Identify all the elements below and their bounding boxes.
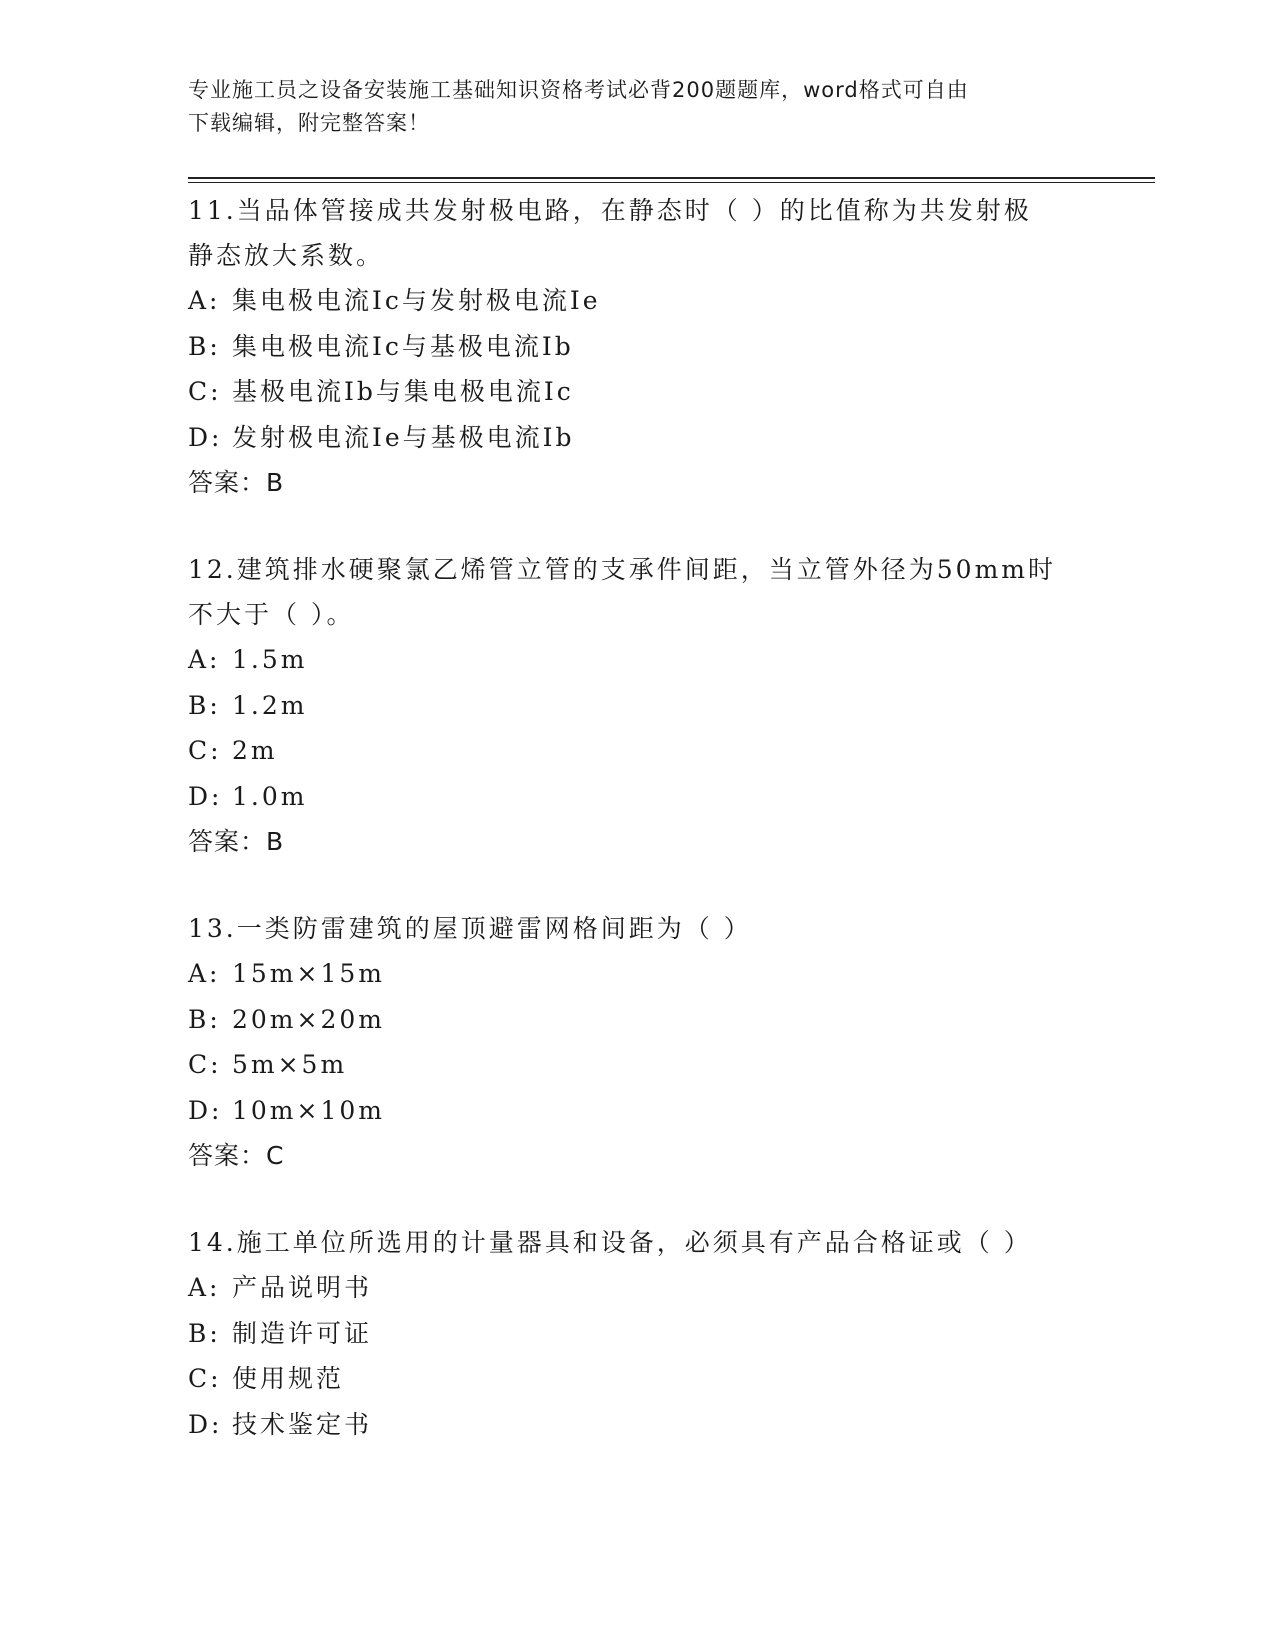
- answer-line: 答案：B: [188, 468, 285, 497]
- option-key: D:: [188, 781, 223, 811]
- question-stem-line-2: 静态放大系数。: [188, 241, 385, 270]
- option-text: 2m: [232, 736, 278, 765]
- option-a: [188, 951, 1088, 997]
- option-text: 集电极电流Ic与发射极电流Ie: [232, 286, 601, 315]
- option-c: [188, 1042, 1088, 1088]
- option-d: [188, 1088, 1088, 1134]
- option-d: [188, 1402, 1088, 1448]
- option-key: D:: [188, 1095, 223, 1125]
- option-key: D:: [188, 1409, 223, 1439]
- option-key: A:: [188, 959, 221, 988]
- option-c: [188, 1356, 1088, 1402]
- question-stem-line-1: 11.当品体管接成共发射极电路，在静态时（ ）的比值称为共发射极: [188, 196, 1032, 225]
- question-stem: [188, 547, 1088, 637]
- question-14: [188, 1220, 1088, 1447]
- option-key: A:: [188, 645, 221, 674]
- option-b: [188, 683, 1088, 729]
- option-a: [188, 637, 1088, 683]
- option-text: 1.5m: [232, 645, 308, 674]
- question-stem: [188, 1220, 1088, 1265]
- option-key: C:: [188, 1050, 222, 1079]
- question-stem-line-1: 12.建筑排水硬聚氯乙烯管立管的支承件间距，当立管外径为50mm时: [188, 555, 1056, 584]
- question-list: [188, 188, 1088, 1489]
- option-a: [188, 278, 1088, 324]
- option-text: 1.2m: [232, 690, 308, 720]
- option-d: [188, 415, 1088, 461]
- question-stem-line-2: 不大于（ ）。: [188, 600, 355, 629]
- question-11: [188, 188, 1088, 505]
- option-key: C:: [188, 1364, 222, 1393]
- option-key: D:: [188, 422, 223, 452]
- option-key: A:: [188, 1273, 221, 1302]
- question-stem: [188, 188, 1088, 278]
- option-text: 产品说明书: [232, 1273, 373, 1302]
- option-key: C:: [188, 736, 222, 765]
- option-text: 5m×5m: [232, 1050, 348, 1079]
- option-text: 1.0m: [232, 781, 308, 811]
- option-text: 技术鉴定书: [232, 1409, 373, 1439]
- header-divider-top: [188, 177, 1155, 179]
- question-stem: [188, 906, 1088, 951]
- option-c: [188, 728, 1088, 774]
- header-line-2: 下载编辑，附完整答案！: [188, 111, 430, 135]
- option-key: B:: [188, 1004, 221, 1034]
- option-key: B:: [188, 1318, 221, 1348]
- question-12: [188, 547, 1088, 864]
- option-text: 发射极电流Ie与基极电流Ib: [232, 422, 575, 452]
- option-text: 集电极电流Ic与基极电流Ib: [232, 331, 574, 361]
- option-key: A:: [188, 286, 221, 315]
- option-key: B:: [188, 690, 221, 720]
- question-13: [188, 906, 1088, 1178]
- question-stem-line-1: 14.施工单位所选用的计量器具和设备，必须具有产品合格证或（ ）: [188, 1228, 1032, 1257]
- answer-line: 答案：B: [188, 827, 285, 856]
- document-header: [188, 74, 1068, 140]
- header-divider-bottom: [188, 182, 1155, 183]
- option-b: [188, 1311, 1088, 1357]
- option-key: B:: [188, 331, 221, 361]
- option-key: C:: [188, 377, 222, 406]
- option-text: 15m×15m: [232, 959, 385, 988]
- option-text: 制造许可证: [232, 1318, 373, 1348]
- option-text: 20m×20m: [232, 1004, 385, 1034]
- option-text: 基极电流Ib与集电极电流Ic: [232, 377, 574, 406]
- question-stem-line-1: 13.一类防雷建筑的屋顶避雷网格间距为（ ）: [188, 914, 752, 943]
- option-b: [188, 997, 1088, 1043]
- option-c: [188, 369, 1088, 415]
- header-line-1: 专业施工员之设备安装施工基础知识资格考试必背200题题库，word格式可自由: [188, 78, 969, 102]
- answer-line: 答案：C: [188, 1141, 285, 1170]
- option-text: 使用规范: [232, 1364, 345, 1393]
- option-b: [188, 324, 1088, 370]
- option-d: [188, 774, 1088, 820]
- option-text: 10m×10m: [232, 1095, 385, 1125]
- option-a: [188, 1265, 1088, 1311]
